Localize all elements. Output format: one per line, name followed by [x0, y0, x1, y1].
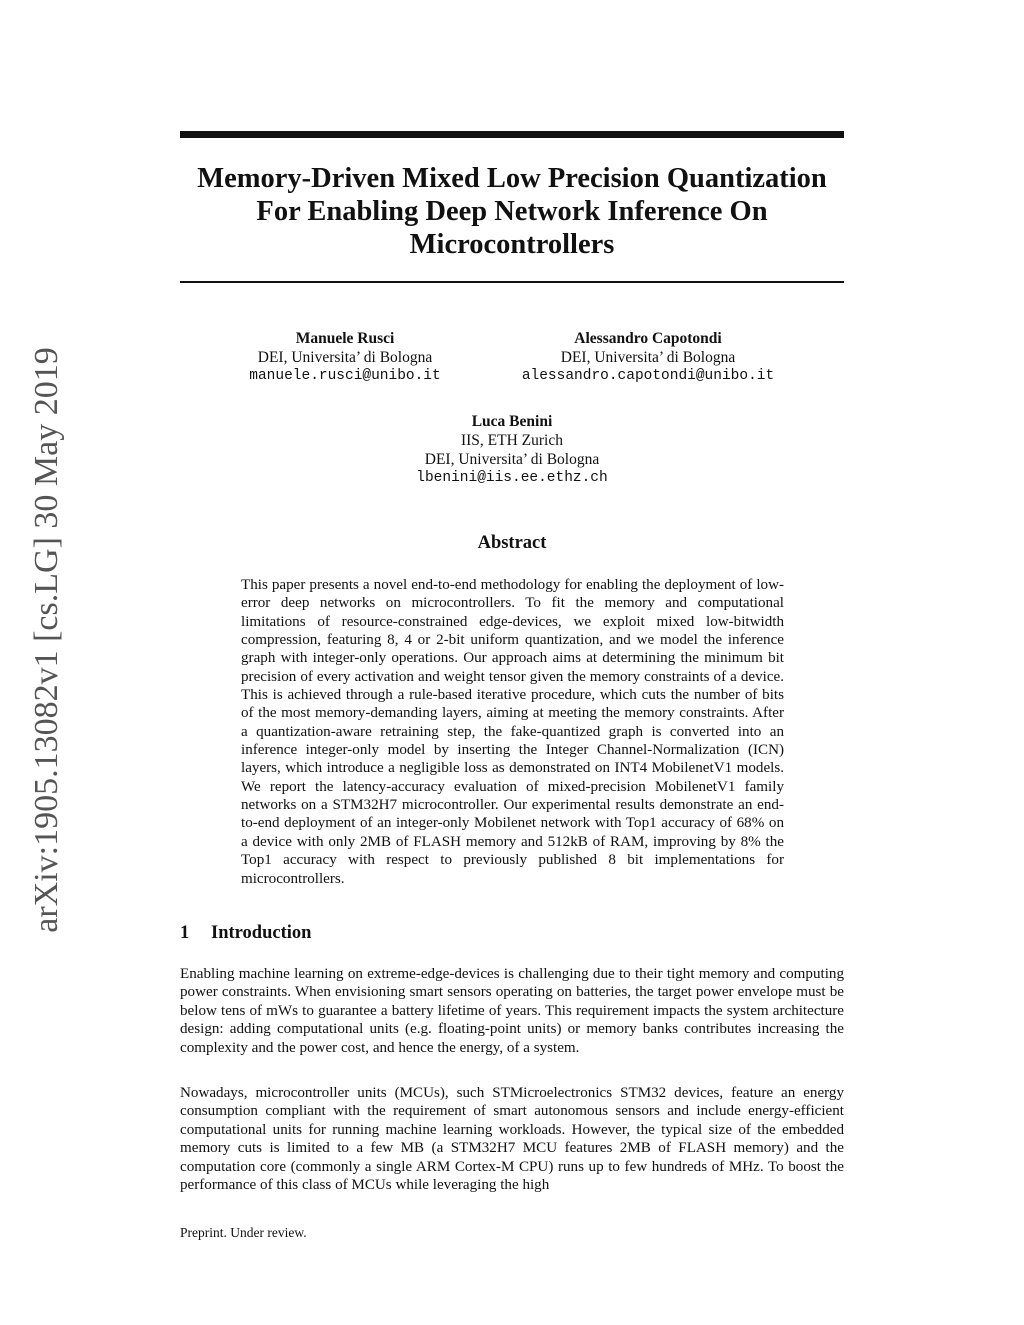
title-bottom-rule — [180, 281, 844, 283]
section-title: Introduction — [211, 923, 312, 943]
author-affiliation: DEI, Universita’ di Bologna — [424, 451, 600, 468]
author-email: manuele.rusci@unibo.it — [249, 368, 441, 384]
body-paragraph: Enabling machine learning on extreme-edge-devices is challenging due to their tight memory and computing power constraints. When envisioning smart sensors operating on batteries, the target power envelope must be below tens of mWs to guarantee a battery lifetime of years. This requirement impacts the system architecture design: adding computational units (e.g. floating-point units) or memory banks contributes increasing the complexity and the power cost, and hence the energy, of a system. — [180, 966, 844, 1056]
title-top-rule — [180, 131, 844, 138]
page-footer: Preprint. Under review. — [180, 1225, 307, 1240]
author-affiliation: DEI, Universita’ di Bologna — [257, 349, 433, 366]
section-heading — [180, 923, 311, 944]
paper-title: Memory-Driven Mixed Low Precision Quantization For Enabling Deep Network Inference On Microcontrollers — [197, 163, 827, 260]
section-number: 1 — [180, 923, 190, 943]
abstract-text: This paper presents a novel end-to-end methodology for enabling the deployment of low-error deep networks on microcontrollers. To fit the memory and computational limitations of resource-constrained edge-devices, we exploit mixed low-bitwidth compression, featuring 8, 4 or 2-bit uniform quantization, and we model the inference graph with integer-only operations. Our approach aims at determining the minimum bit precision of every activation and weight tensor given the memory constraints of a device. This is achieved through a rule-based iterative procedure, which cuts the number of bits of the most memory-demanding layers, aiming at meeting the memory constraints. After a quantization-aware retraining step, the fake-quantized graph is converted into an inference integer-only model by inserting the Integer Channel-Normalization (ICN) layers, which introduce a negligible loss as demonstrated on INT4 MobilenetV1 models. We report the latency-accuracy evaluation of mixed-precision MobilenetV1 family networks on a STM32H7 microcontroller. Our experimental results demonstrate an end-to-end deployment of an integer-only Mobilenet network with Top1 accuracy of 68% on a device with only 2MB of FLASH memory and 512kB of RAM, improving by 8% the Top1 accuracy with respect to previously published 8 bit implementations for microcontrollers. — [241, 577, 784, 887]
author-affiliation: DEI, Universita’ di Bologna — [560, 349, 736, 366]
abstract-heading: Abstract — [477, 533, 547, 553]
author-block — [220, 329, 470, 386]
author-block — [500, 329, 796, 386]
author-email: alessandro.capotondi@unibo.it — [521, 368, 775, 384]
author-affiliation: IIS, ETH Zurich — [460, 432, 563, 449]
author-block — [380, 412, 644, 488]
author-name: Manuele Rusci — [295, 330, 395, 347]
author-name: Luca Benini — [471, 413, 553, 430]
body-paragraph: Nowadays, microcontroller units (MCUs), such STMicroelectronics STM32 devices, feature an energy consumption compliant with the requirement of smart autonomous sensors and include energy-efficient computational units for running machine learning workloads. However, the typical size of the embedded memory cuts is limited to a few MB (a STM32H7 MCU features 2MB of FLASH memory) and the computation core (commonly a single ARM Cortex-M CPU) runs up to few hundreds of MHz. To boost the performance of this class of MCUs while leveraging the high — [180, 1085, 844, 1194]
author-name: Alessandro Capotondi — [574, 330, 722, 347]
arxiv-identifier-stamp: arXiv:1905.13082v1 [cs.LG] 30 May 2019 — [28, 347, 65, 933]
author-email: lbenini@iis.ee.ethz.ch — [416, 470, 608, 486]
